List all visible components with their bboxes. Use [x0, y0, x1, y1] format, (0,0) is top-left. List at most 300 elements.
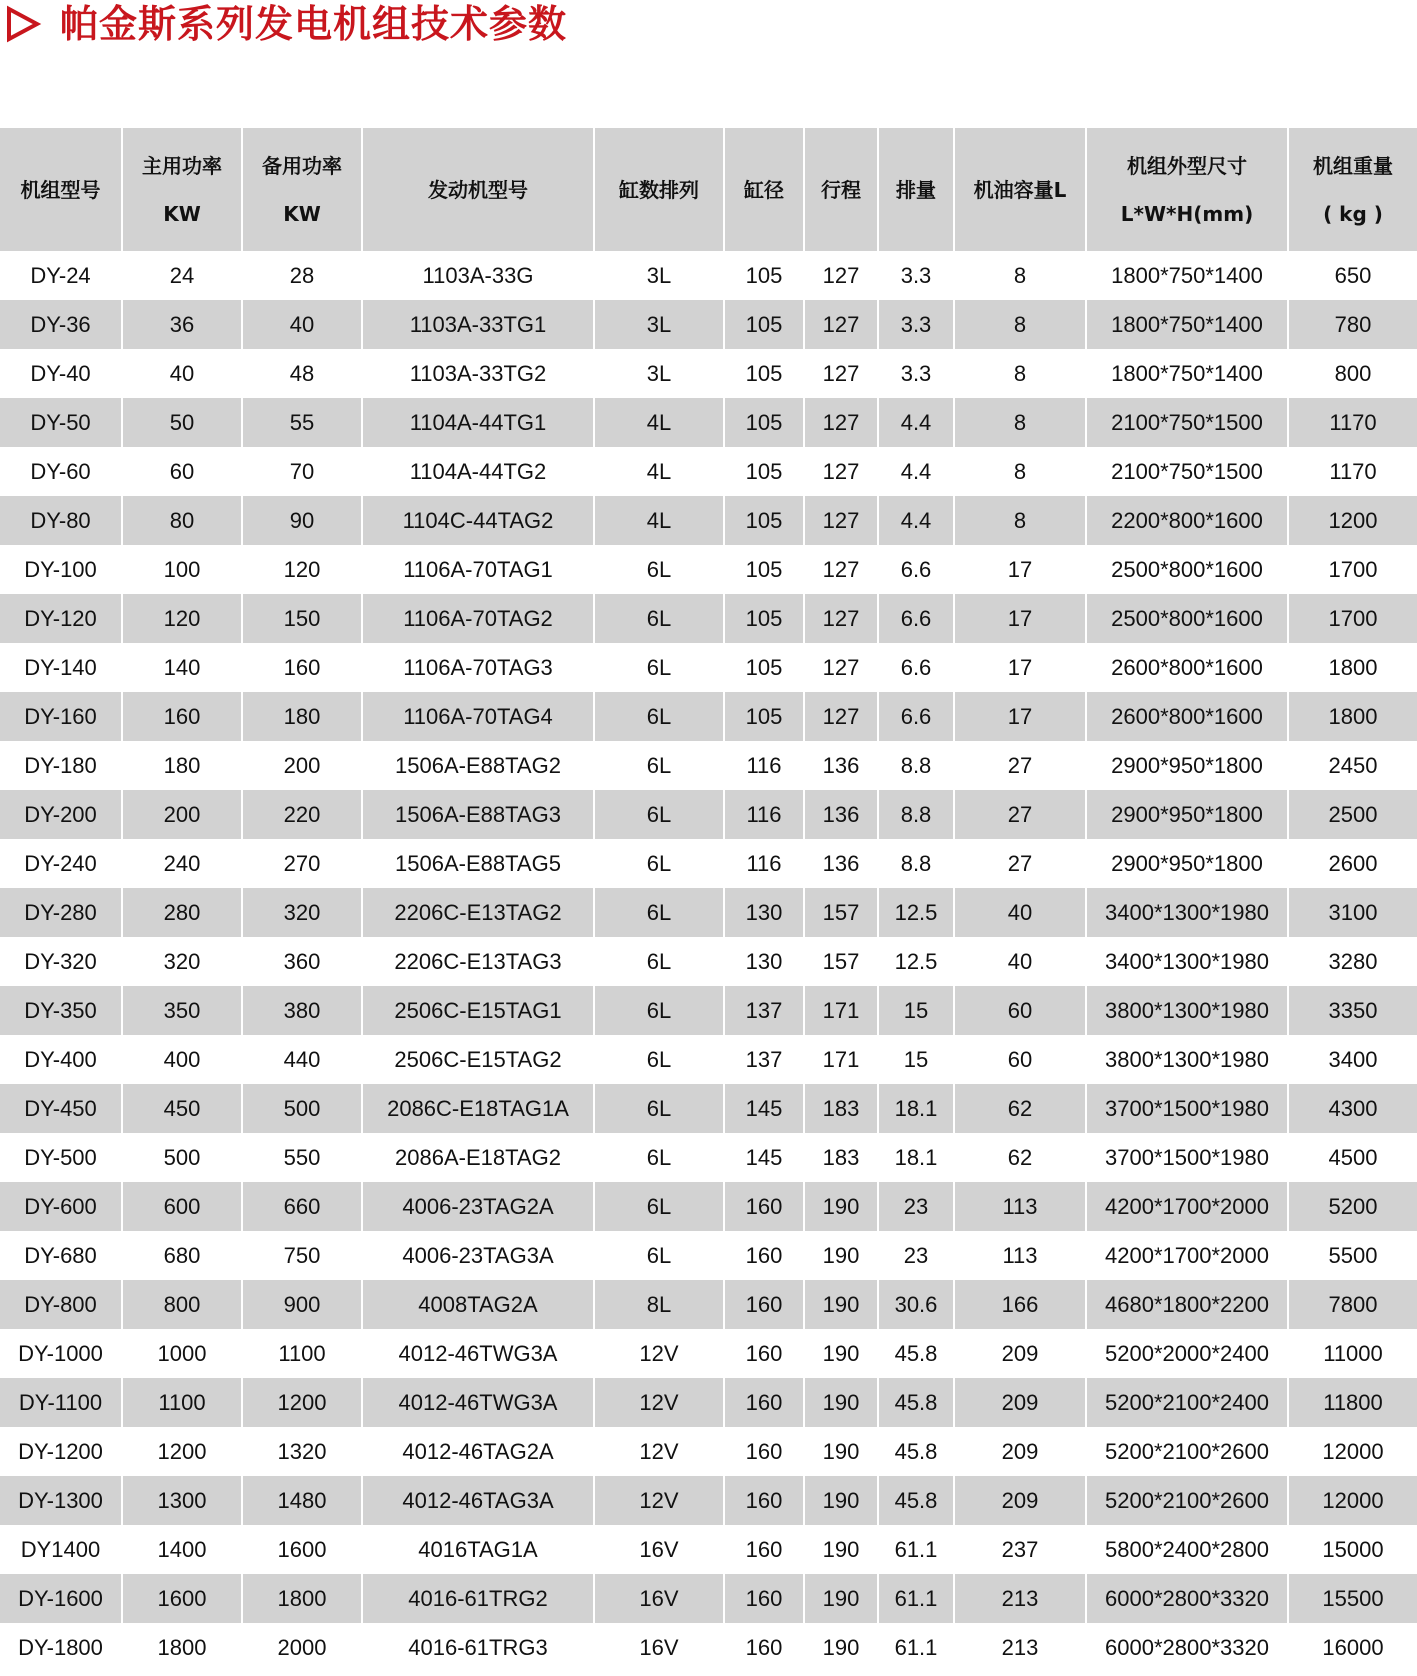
- table-cell-dimensions: 5800*2400*2800: [1086, 1525, 1288, 1574]
- table-cell-stroke: 190: [804, 1574, 878, 1623]
- table-cell-displacement: 18.1: [878, 1084, 954, 1133]
- table-cell-bore: 145: [724, 1133, 804, 1182]
- table-row: [0, 251, 1417, 300]
- table-cell-displacement: 4.4: [878, 398, 954, 447]
- table-cell-stroke: 127: [804, 692, 878, 741]
- table-cell-weight: 2450: [1288, 741, 1417, 790]
- table-row: [0, 496, 1417, 545]
- table-cell-cylinders: 16V: [594, 1574, 724, 1623]
- table-row: [0, 692, 1417, 741]
- table-cell-prime-power: 120: [122, 594, 242, 643]
- column-header-prime-power: [122, 128, 242, 251]
- table-cell-displacement: 6.6: [878, 594, 954, 643]
- table-cell-dimensions: 4200*1700*2000: [1086, 1231, 1288, 1280]
- table-cell-standby-power: 1200: [242, 1378, 362, 1427]
- table-cell-model: DY-1300: [0, 1476, 122, 1525]
- table-cell-engine-model: 1104A-44TG1: [362, 398, 594, 447]
- table-cell-bore: 105: [724, 300, 804, 349]
- column-header-unit: L*W*H(mm): [1120, 201, 1254, 226]
- table-cell-prime-power: 140: [122, 643, 242, 692]
- table-row: [0, 643, 1417, 692]
- table-cell-dimensions: 3400*1300*1980: [1086, 888, 1288, 937]
- table-cell-displacement: 45.8: [878, 1476, 954, 1525]
- table-cell-engine-model: 2206C-E13TAG2: [362, 888, 594, 937]
- table-row: [0, 1623, 1417, 1672]
- table-cell-weight: 1170: [1288, 447, 1417, 496]
- table-cell-cylinders: 6L: [594, 839, 724, 888]
- table-cell-standby-power: 900: [242, 1280, 362, 1329]
- table-row: [0, 349, 1417, 398]
- table-cell-weight: 1800: [1288, 643, 1417, 692]
- table-cell-engine-model: 1506A-E88TAG3: [362, 790, 594, 839]
- table-cell-bore: 116: [724, 839, 804, 888]
- table-row: [0, 545, 1417, 594]
- table-cell-displacement: 12.5: [878, 888, 954, 937]
- table-row: [0, 1427, 1417, 1476]
- table-cell-engine-model: 1103A-33TG2: [362, 349, 594, 398]
- table-cell-oil-capacity: 209: [954, 1378, 1086, 1427]
- table-cell-prime-power: 1400: [122, 1525, 242, 1574]
- table-cell-bore: 137: [724, 986, 804, 1035]
- table-cell-weight: 4300: [1288, 1084, 1417, 1133]
- table-cell-displacement: 8.8: [878, 741, 954, 790]
- table-cell-standby-power: 70: [242, 447, 362, 496]
- column-header-displacement: [878, 128, 954, 251]
- table-cell-engine-model: 4012-46TWG3A: [362, 1329, 594, 1378]
- table-row: [0, 790, 1417, 839]
- table-cell-bore: 105: [724, 447, 804, 496]
- table-cell-standby-power: 1480: [242, 1476, 362, 1525]
- table-cell-standby-power: 750: [242, 1231, 362, 1280]
- table-cell-stroke: 190: [804, 1623, 878, 1672]
- table-cell-stroke: 190: [804, 1280, 878, 1329]
- table-row: [0, 594, 1417, 643]
- table-cell-bore: 105: [724, 594, 804, 643]
- column-header-label: 发动机型号: [428, 177, 528, 202]
- table-cell-displacement: 45.8: [878, 1427, 954, 1476]
- table-cell-oil-capacity: 62: [954, 1084, 1086, 1133]
- table-cell-oil-capacity: 27: [954, 839, 1086, 888]
- table-cell-dimensions: 2600*800*1600: [1086, 692, 1288, 741]
- table-cell-stroke: 190: [804, 1231, 878, 1280]
- table-cell-stroke: 127: [804, 251, 878, 300]
- table-cell-standby-power: 1800: [242, 1574, 362, 1623]
- table-cell-standby-power: 2000: [242, 1623, 362, 1672]
- table-cell-stroke: 157: [804, 937, 878, 986]
- table-cell-standby-power: 160: [242, 643, 362, 692]
- table-cell-standby-power: 55: [242, 398, 362, 447]
- table-cell-standby-power: 200: [242, 741, 362, 790]
- table-row: [0, 398, 1417, 447]
- table-cell-model: DY-680: [0, 1231, 122, 1280]
- table-cell-standby-power: 1100: [242, 1329, 362, 1378]
- column-header-engine-model: [362, 128, 594, 251]
- table-cell-stroke: 171: [804, 1035, 878, 1084]
- table-cell-model: DY-1100: [0, 1378, 122, 1427]
- table-cell-standby-power: 360: [242, 937, 362, 986]
- table-row: [0, 1035, 1417, 1084]
- table-cell-model: DY-450: [0, 1084, 122, 1133]
- table-cell-standby-power: 28: [242, 251, 362, 300]
- table-row: [0, 1231, 1417, 1280]
- table-cell-displacement: 30.6: [878, 1280, 954, 1329]
- table-cell-weight: 3280: [1288, 937, 1417, 986]
- table-cell-weight: 3350: [1288, 986, 1417, 1035]
- table-cell-cylinders: 3L: [594, 349, 724, 398]
- table-cell-prime-power: 1800: [122, 1623, 242, 1672]
- column-header-label: 缸数排列: [619, 177, 699, 202]
- column-header-standby-power: [242, 128, 362, 251]
- table-cell-model: DY-600: [0, 1182, 122, 1231]
- table-row: [0, 1133, 1417, 1182]
- table-cell-model: DY-320: [0, 937, 122, 986]
- table-cell-stroke: 190: [804, 1476, 878, 1525]
- table-cell-oil-capacity: 17: [954, 594, 1086, 643]
- table-cell-prime-power: 1100: [122, 1378, 242, 1427]
- column-header-label: 行程: [821, 177, 861, 202]
- table-cell-bore: 105: [724, 496, 804, 545]
- table-cell-bore: 116: [724, 741, 804, 790]
- column-header-bore: [724, 128, 804, 251]
- table-cell-weight: 1170: [1288, 398, 1417, 447]
- table-cell-displacement: 15: [878, 1035, 954, 1084]
- table-cell-oil-capacity: 209: [954, 1329, 1086, 1378]
- table-row: [0, 888, 1417, 937]
- table-cell-bore: 105: [724, 643, 804, 692]
- table-cell-weight: 15500: [1288, 1574, 1417, 1623]
- table-cell-stroke: 136: [804, 790, 878, 839]
- table-cell-model: DY-180: [0, 741, 122, 790]
- table-cell-oil-capacity: 213: [954, 1623, 1086, 1672]
- column-header-dimensions: [1086, 128, 1288, 251]
- table-row: [0, 447, 1417, 496]
- table-cell-stroke: 190: [804, 1427, 878, 1476]
- table-cell-engine-model: 4006-23TAG2A: [362, 1182, 594, 1231]
- table-cell-dimensions: 5200*2000*2400: [1086, 1329, 1288, 1378]
- table-cell-oil-capacity: 60: [954, 1035, 1086, 1084]
- table-cell-bore: 105: [724, 251, 804, 300]
- table-cell-oil-capacity: 113: [954, 1182, 1086, 1231]
- table-cell-oil-capacity: 209: [954, 1476, 1086, 1525]
- column-header-model: [0, 128, 122, 251]
- column-header-label: 缸径: [744, 177, 784, 202]
- table-cell-oil-capacity: 237: [954, 1525, 1086, 1574]
- table-cell-model: DY-1000: [0, 1329, 122, 1378]
- table-cell-engine-model: 1106A-70TAG2: [362, 594, 594, 643]
- table-cell-standby-power: 150: [242, 594, 362, 643]
- table-cell-standby-power: 180: [242, 692, 362, 741]
- table-cell-engine-model: 1106A-70TAG1: [362, 545, 594, 594]
- table-cell-cylinders: 6L: [594, 545, 724, 594]
- table-cell-prime-power: 280: [122, 888, 242, 937]
- table-cell-prime-power: 800: [122, 1280, 242, 1329]
- table-row: [0, 1378, 1417, 1427]
- table-cell-cylinders: 6L: [594, 594, 724, 643]
- table-cell-displacement: 6.6: [878, 643, 954, 692]
- table-cell-weight: 12000: [1288, 1427, 1417, 1476]
- table-cell-bore: 160: [724, 1378, 804, 1427]
- table-cell-bore: 160: [724, 1231, 804, 1280]
- table-cell-model: DY-1600: [0, 1574, 122, 1623]
- table-cell-bore: 160: [724, 1427, 804, 1476]
- table-cell-model: DY-200: [0, 790, 122, 839]
- table-cell-cylinders: 4L: [594, 398, 724, 447]
- table-cell-prime-power: 50: [122, 398, 242, 447]
- table-cell-cylinders: 6L: [594, 986, 724, 1035]
- triangle-outline-icon: [4, 4, 42, 44]
- table-cell-displacement: 4.4: [878, 496, 954, 545]
- table-cell-cylinders: 12V: [594, 1329, 724, 1378]
- table-cell-prime-power: 240: [122, 839, 242, 888]
- table-cell-dimensions: 5200*2100*2600: [1086, 1476, 1288, 1525]
- table-cell-model: DY-140: [0, 643, 122, 692]
- table-cell-prime-power: 1000: [122, 1329, 242, 1378]
- table-cell-prime-power: 24: [122, 251, 242, 300]
- table-cell-model: DY-160: [0, 692, 122, 741]
- table-cell-displacement: 6.6: [878, 545, 954, 594]
- table-row: [0, 937, 1417, 986]
- column-header-label: 备用功率: [262, 153, 342, 178]
- table-cell-bore: 116: [724, 790, 804, 839]
- table-row: [0, 839, 1417, 888]
- table-cell-oil-capacity: 8: [954, 349, 1086, 398]
- table-cell-bore: 160: [724, 1280, 804, 1329]
- table-cell-stroke: 136: [804, 839, 878, 888]
- table-cell-model: DY-240: [0, 839, 122, 888]
- table-cell-dimensions: 3800*1300*1980: [1086, 1035, 1288, 1084]
- table-cell-engine-model: 4012-46TAG2A: [362, 1427, 594, 1476]
- table-cell-displacement: 61.1: [878, 1574, 954, 1623]
- table-cell-dimensions: 2600*800*1600: [1086, 643, 1288, 692]
- table-cell-displacement: 61.1: [878, 1525, 954, 1574]
- table-cell-cylinders: 12V: [594, 1378, 724, 1427]
- table-cell-oil-capacity: 17: [954, 692, 1086, 741]
- table-cell-cylinders: 6L: [594, 741, 724, 790]
- table-row: [0, 300, 1417, 349]
- table-cell-standby-power: 90: [242, 496, 362, 545]
- table-cell-model: DY-50: [0, 398, 122, 447]
- table-cell-cylinders: 6L: [594, 1084, 724, 1133]
- table-cell-bore: 105: [724, 398, 804, 447]
- table-cell-weight: 11000: [1288, 1329, 1417, 1378]
- table-cell-prime-power: 600: [122, 1182, 242, 1231]
- table-cell-standby-power: 1320: [242, 1427, 362, 1476]
- table-cell-oil-capacity: 27: [954, 790, 1086, 839]
- table-cell-displacement: 3.3: [878, 349, 954, 398]
- table-cell-weight: 4500: [1288, 1133, 1417, 1182]
- table-cell-engine-model: 4008TAG2A: [362, 1280, 594, 1329]
- table-cell-dimensions: 2100*750*1500: [1086, 398, 1288, 447]
- table-cell-cylinders: 6L: [594, 937, 724, 986]
- table-cell-dimensions: 3700*1500*1980: [1086, 1084, 1288, 1133]
- table-cell-oil-capacity: 209: [954, 1427, 1086, 1476]
- table-cell-engine-model: 4016-61TRG3: [362, 1623, 594, 1672]
- table-cell-cylinders: 4L: [594, 496, 724, 545]
- table-cell-displacement: 23: [878, 1231, 954, 1280]
- table-cell-engine-model: 4016TAG1A: [362, 1525, 594, 1574]
- table-cell-displacement: 23: [878, 1182, 954, 1231]
- table-cell-cylinders: 3L: [594, 251, 724, 300]
- table-cell-oil-capacity: 8: [954, 398, 1086, 447]
- table-cell-prime-power: 400: [122, 1035, 242, 1084]
- table-cell-bore: 160: [724, 1623, 804, 1672]
- table-cell-bore: 130: [724, 937, 804, 986]
- table-row: [0, 1476, 1417, 1525]
- table-cell-prime-power: 36: [122, 300, 242, 349]
- table-cell-standby-power: 40: [242, 300, 362, 349]
- table-row: [0, 1182, 1417, 1231]
- table-cell-dimensions: 1800*750*1400: [1086, 300, 1288, 349]
- table-cell-dimensions: 6000*2800*3320: [1086, 1623, 1288, 1672]
- table-body: [0, 251, 1417, 1672]
- table-cell-cylinders: 8L: [594, 1280, 724, 1329]
- table-cell-displacement: 12.5: [878, 937, 954, 986]
- table-cell-oil-capacity: 166: [954, 1280, 1086, 1329]
- table-cell-engine-model: 1106A-70TAG3: [362, 643, 594, 692]
- table-cell-engine-model: 2206C-E13TAG3: [362, 937, 594, 986]
- table-cell-prime-power: 350: [122, 986, 242, 1035]
- table-cell-oil-capacity: 8: [954, 251, 1086, 300]
- table-cell-standby-power: 48: [242, 349, 362, 398]
- column-header-label: 机组外型尺寸: [1127, 153, 1247, 178]
- table-cell-oil-capacity: 17: [954, 643, 1086, 692]
- table-cell-stroke: 127: [804, 496, 878, 545]
- table-cell-engine-model: 1103A-33G: [362, 251, 594, 300]
- table-cell-oil-capacity: 17: [954, 545, 1086, 594]
- table-cell-dimensions: 1800*750*1400: [1086, 251, 1288, 300]
- table-cell-oil-capacity: 40: [954, 888, 1086, 937]
- table-cell-prime-power: 1600: [122, 1574, 242, 1623]
- table-cell-cylinders: 6L: [594, 790, 724, 839]
- table-cell-cylinders: 6L: [594, 1133, 724, 1182]
- table-cell-engine-model: 4016-61TRG2: [362, 1574, 594, 1623]
- table-cell-stroke: 127: [804, 643, 878, 692]
- table-row: [0, 1574, 1417, 1623]
- table-cell-model: DY-60: [0, 447, 122, 496]
- table-cell-engine-model: 2506C-E15TAG2: [362, 1035, 594, 1084]
- table-cell-dimensions: 4680*1800*2200: [1086, 1280, 1288, 1329]
- table-cell-bore: 105: [724, 349, 804, 398]
- table-cell-cylinders: 4L: [594, 447, 724, 496]
- table-cell-cylinders: 6L: [594, 1182, 724, 1231]
- table-cell-displacement: 45.8: [878, 1329, 954, 1378]
- table-cell-model: DY-36: [0, 300, 122, 349]
- table-cell-cylinders: 6L: [594, 1035, 724, 1084]
- table-cell-stroke: 127: [804, 300, 878, 349]
- table-cell-cylinders: 12V: [594, 1427, 724, 1476]
- table-cell-stroke: 190: [804, 1378, 878, 1427]
- table-cell-prime-power: 160: [122, 692, 242, 741]
- table-cell-oil-capacity: 60: [954, 986, 1086, 1035]
- table-cell-prime-power: 180: [122, 741, 242, 790]
- table-cell-stroke: 183: [804, 1133, 878, 1182]
- table-cell-displacement: 18.1: [878, 1133, 954, 1182]
- table-cell-dimensions: 5200*2100*2400: [1086, 1378, 1288, 1427]
- table-cell-stroke: 127: [804, 594, 878, 643]
- table-cell-engine-model: 1104A-44TG2: [362, 447, 594, 496]
- table-cell-dimensions: 3700*1500*1980: [1086, 1133, 1288, 1182]
- table-cell-weight: 12000: [1288, 1476, 1417, 1525]
- table-cell-weight: 3400: [1288, 1035, 1417, 1084]
- table-row: [0, 741, 1417, 790]
- column-header-weight: [1288, 128, 1417, 251]
- table-cell-weight: 1700: [1288, 545, 1417, 594]
- table-cell-engine-model: 2086C-E18TAG1A: [362, 1084, 594, 1133]
- table-cell-model: DY-1200: [0, 1427, 122, 1476]
- table-cell-standby-power: 550: [242, 1133, 362, 1182]
- table-cell-bore: 160: [724, 1525, 804, 1574]
- table-cell-weight: 2500: [1288, 790, 1417, 839]
- table-cell-dimensions: 6000*2800*3320: [1086, 1574, 1288, 1623]
- table-cell-weight: 1700: [1288, 594, 1417, 643]
- table-cell-bore: 160: [724, 1574, 804, 1623]
- table-cell-model: DY-80: [0, 496, 122, 545]
- table-cell-model: DY-800: [0, 1280, 122, 1329]
- table-row: [0, 1329, 1417, 1378]
- table-cell-engine-model: 2506C-E15TAG1: [362, 986, 594, 1035]
- table-cell-dimensions: 3400*1300*1980: [1086, 937, 1288, 986]
- table-cell-displacement: 6.6: [878, 692, 954, 741]
- table-cell-stroke: 190: [804, 1182, 878, 1231]
- table-cell-cylinders: 6L: [594, 1231, 724, 1280]
- table-cell-engine-model: 4006-23TAG3A: [362, 1231, 594, 1280]
- table-cell-weight: 7800: [1288, 1280, 1417, 1329]
- table-cell-prime-power: 320: [122, 937, 242, 986]
- table-cell-engine-model: 1103A-33TG1: [362, 300, 594, 349]
- table-cell-model: DY1400: [0, 1525, 122, 1574]
- column-header-label: 排量: [896, 177, 936, 202]
- table-cell-model: DY-500: [0, 1133, 122, 1182]
- table-cell-stroke: 183: [804, 1084, 878, 1133]
- table-cell-prime-power: 1200: [122, 1427, 242, 1476]
- column-header-label: 机组重量: [1313, 153, 1393, 178]
- table-cell-weight: 1200: [1288, 496, 1417, 545]
- table-cell-weight: 2600: [1288, 839, 1417, 888]
- table-cell-prime-power: 60: [122, 447, 242, 496]
- table-cell-stroke: 190: [804, 1329, 878, 1378]
- table-cell-engine-model: 4012-46TAG3A: [362, 1476, 594, 1525]
- table-row: [0, 1084, 1417, 1133]
- table-cell-model: DY-1800: [0, 1623, 122, 1672]
- table-row: [0, 1280, 1417, 1329]
- table-cell-displacement: 45.8: [878, 1378, 954, 1427]
- table-cell-prime-power: 1300: [122, 1476, 242, 1525]
- table-cell-bore: 105: [724, 692, 804, 741]
- generator-spec-table: [0, 128, 1417, 1672]
- table-header-row: [0, 128, 1417, 251]
- table-cell-weight: 5500: [1288, 1231, 1417, 1280]
- table-cell-displacement: 4.4: [878, 447, 954, 496]
- table-cell-dimensions: 2500*800*1600: [1086, 594, 1288, 643]
- table-row: [0, 1525, 1417, 1574]
- table-cell-weight: 16000: [1288, 1623, 1417, 1672]
- table-cell-prime-power: 500: [122, 1133, 242, 1182]
- table-cell-prime-power: 80: [122, 496, 242, 545]
- table-cell-displacement: 8.8: [878, 790, 954, 839]
- table-cell-model: DY-350: [0, 986, 122, 1035]
- table-cell-model: DY-280: [0, 888, 122, 937]
- table-cell-displacement: 61.1: [878, 1623, 954, 1672]
- table-cell-oil-capacity: 62: [954, 1133, 1086, 1182]
- page-title-bar: [0, 0, 567, 48]
- table-cell-dimensions: 1800*750*1400: [1086, 349, 1288, 398]
- table-cell-model: DY-24: [0, 251, 122, 300]
- table-cell-stroke: 136: [804, 741, 878, 790]
- table-cell-dimensions: 2900*950*1800: [1086, 790, 1288, 839]
- table-cell-stroke: 171: [804, 986, 878, 1035]
- table-cell-model: DY-100: [0, 545, 122, 594]
- table-cell-stroke: 127: [804, 447, 878, 496]
